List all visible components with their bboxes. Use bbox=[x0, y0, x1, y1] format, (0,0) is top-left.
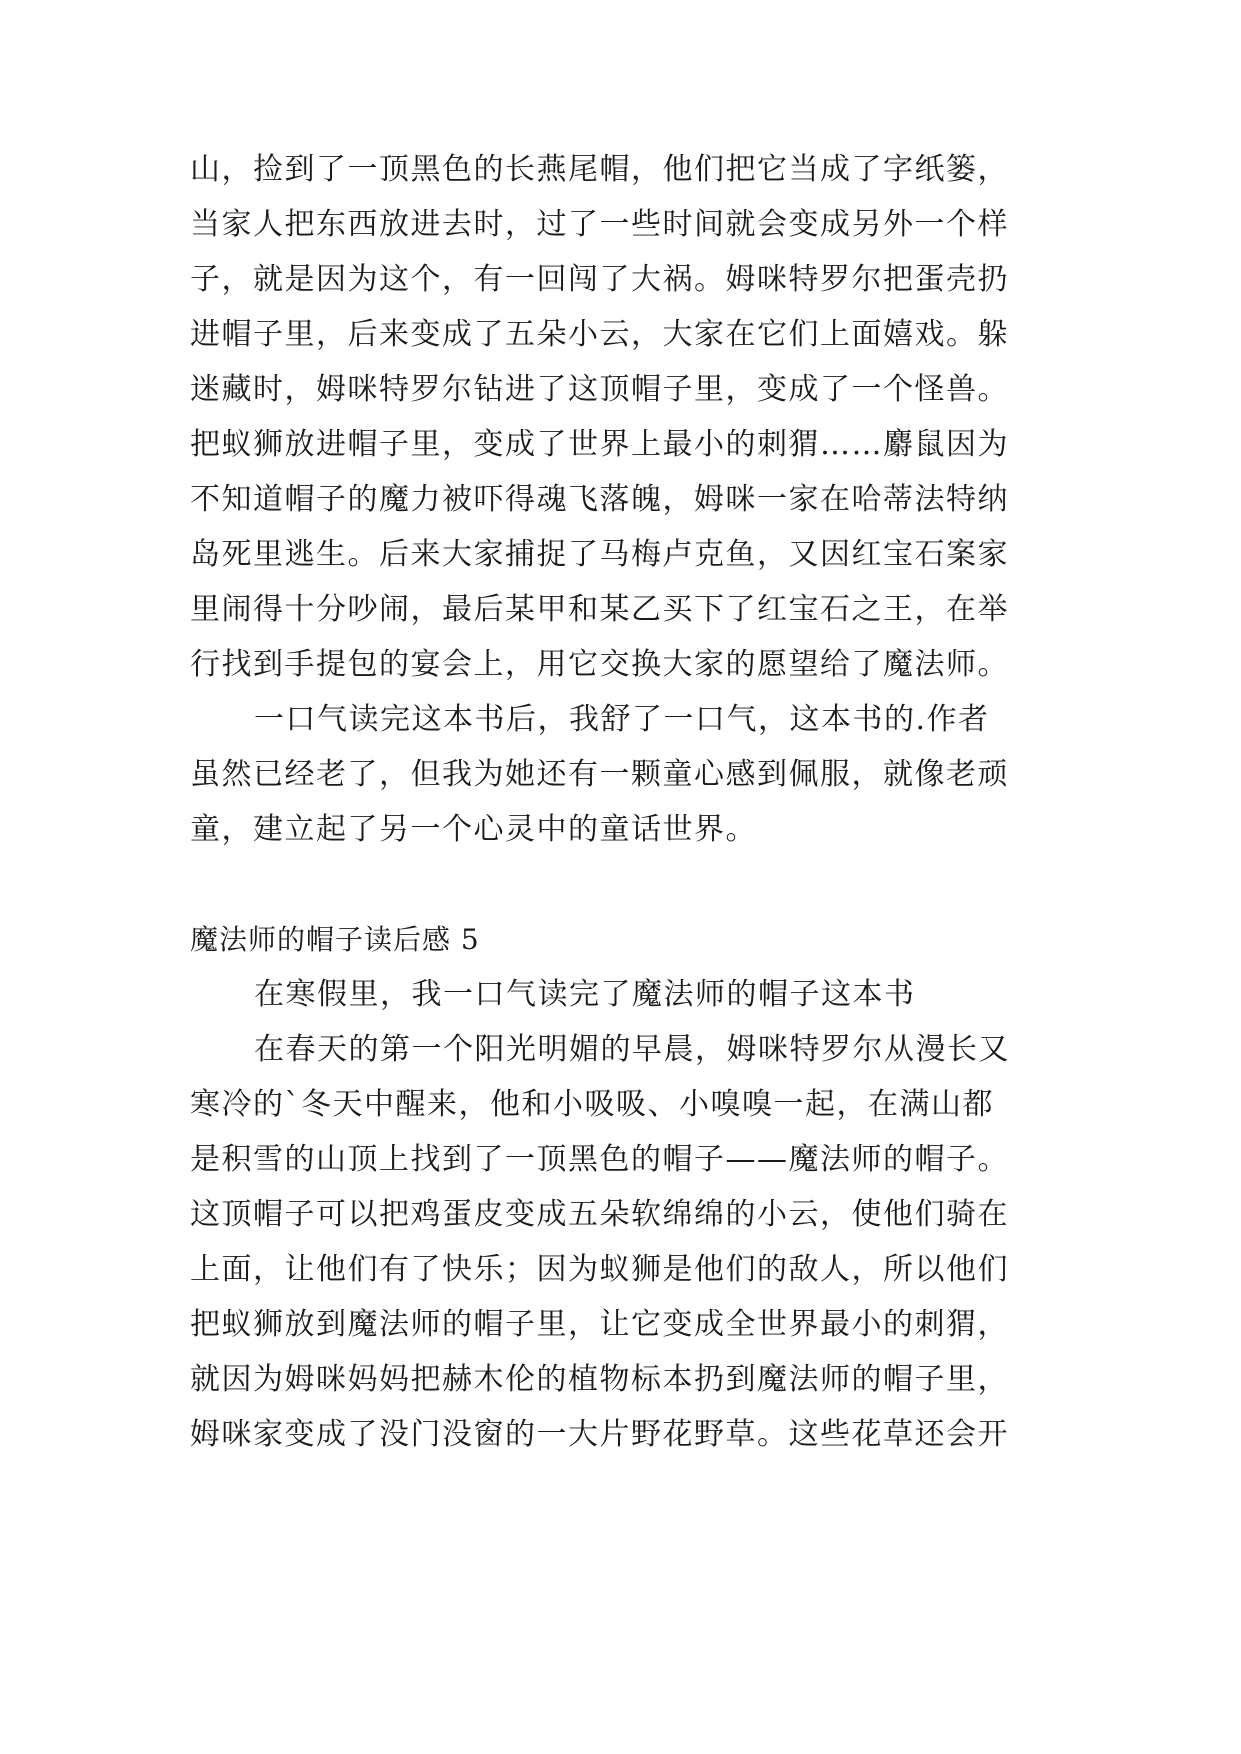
intro-line: 在寒假里，我一口气读完了魔法师的帽子这本书 bbox=[254, 977, 916, 1012]
paragraph-first-line: 一口气读完这本书后，我舒了一口气，这本书的.作者 bbox=[254, 702, 990, 737]
text-line: 寒冷的`冬天中醒来，他和小吸吸、小嗅嗅一起，在满山都 bbox=[190, 1087, 994, 1122]
text-line: 行找到手提包的宴会上，用它交换大家的愿望给了魔法师。 bbox=[190, 647, 1009, 682]
text-line: 把蚁狮放进帽子里，变成了世界上最小的刺猬……麝鼠因为 bbox=[190, 427, 1009, 462]
text-line: 是积雪的山顶上找到了一顶黑色的帽子——魔法师的帽子。 bbox=[190, 1142, 1009, 1177]
text-line: 里闹得十分吵闹，最后某甲和某乙买下了红宝石之王，在举 bbox=[190, 592, 1009, 627]
text-line: 上面，让他们有了快乐；因为蚁狮是他们的敌人，所以他们 bbox=[190, 1252, 1009, 1287]
text-line: 这顶帽子可以把鸡蛋皮变成五朵软绵绵的小云，使他们骑在 bbox=[190, 1197, 1009, 1232]
text-line: 进帽子里，后来变成了五朵小云，大家在它们上面嬉戏。躲 bbox=[190, 317, 1009, 352]
text-line: 童，建立起了另一个心灵中的童话世界。 bbox=[190, 812, 757, 847]
text-line: 岛死里逃生。后来大家捕捉了马梅卢克鱼，又因红宝石案家 bbox=[190, 537, 1009, 572]
text-line: 姆咪家变成了没门没窗的一大片野花野草。这些花草还会开 bbox=[190, 1417, 1009, 1452]
paragraph-first-line: 在春天的第一个阳光明媚的早晨，姆咪特罗尔从漫长又 bbox=[254, 1032, 1010, 1067]
text-line: 把蚁狮放到魔法师的帽子里，让它变成全世界最小的刺猬， bbox=[190, 1307, 1009, 1342]
text-line: 就因为姆咪妈妈把赫木伦的植物标本扔到魔法师的帽子里， bbox=[190, 1362, 1009, 1397]
text-line: 子，就是因为这个，有一回闯了大祸。姆咪特罗尔把蛋壳扔 bbox=[190, 262, 1009, 297]
text-line: 不知道帽子的魔力被吓得魂飞落魄，姆咪一家在哈蒂法特纳 bbox=[190, 482, 1009, 517]
text-line: 迷藏时，姆咪特罗尔钻进了这顶帽子里，变成了一个怪兽。 bbox=[190, 372, 1009, 407]
text-line: 山，捡到了一顶黑色的长燕尾帽，他们把它当成了字纸篓， bbox=[190, 152, 1009, 187]
text-line: 虽然已经老了，但我为她还有一颗童心感到佩服，就像老顽 bbox=[190, 757, 1009, 792]
section-heading: 魔法师的帽子读后感 5 bbox=[190, 923, 480, 956]
text-line: 当家人把东西放进去时，过了一些时间就会变成另外一个样 bbox=[190, 207, 1009, 242]
